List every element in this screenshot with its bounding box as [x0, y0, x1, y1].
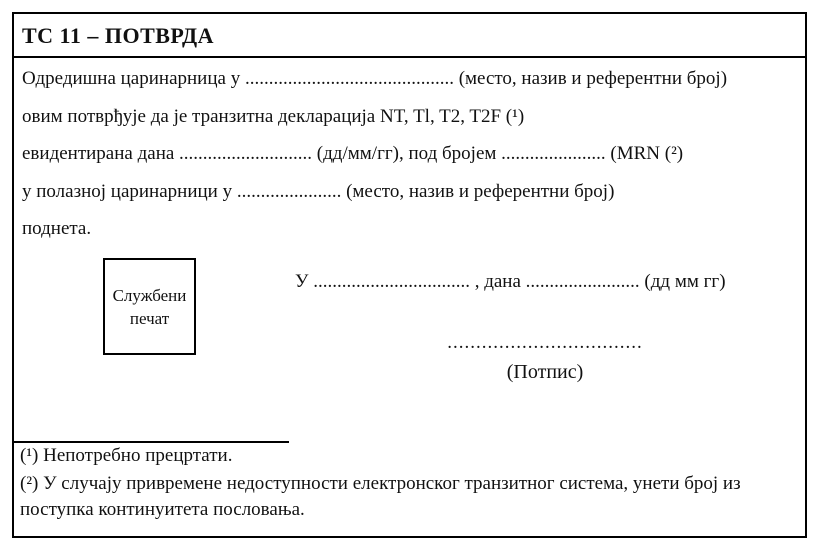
body-line-submitted: поднета.	[22, 218, 92, 239]
body-line-confirms-declaration: овим потврђује да је транзитна декларација NT, Tl, T2, T2F (¹)	[22, 106, 525, 127]
body-line-destination-office: Одредишна царинарница у ............................................ (место, назив и референтни број)	[22, 68, 728, 89]
official-stamp-box	[103, 258, 196, 355]
body-line-departure-office: у полазној царинарници у ...................... (место, назив и референтни број)	[22, 181, 615, 202]
body-line-registered-date-mrn: евидентирана дана ............................ (дд/мм/гг), под бројем ...................... (MRN (²)	[22, 143, 684, 164]
stamp-label-line1: Службени	[112, 285, 187, 305]
signature-dotted-line: ..................................	[447, 332, 643, 353]
place-and-date-line: У ................................. , дана ........................ (дд мм гг)	[295, 271, 726, 292]
form-title: ТС 11 – ПОТВРДА	[14, 14, 805, 58]
footnote-2: (²) У случају привремене недоступности електронског транзитног система, унети број из поступка континуитета пословања.	[20, 473, 741, 520]
form-page-border	[12, 12, 807, 538]
signature-label: (Потпис)	[506, 361, 584, 383]
footnote-separator	[14, 441, 289, 443]
stamp-label-line2: печат	[129, 308, 170, 328]
footnote-1: (¹) Непотребно прецртати.	[20, 445, 233, 466]
signature-block	[395, 332, 695, 384]
